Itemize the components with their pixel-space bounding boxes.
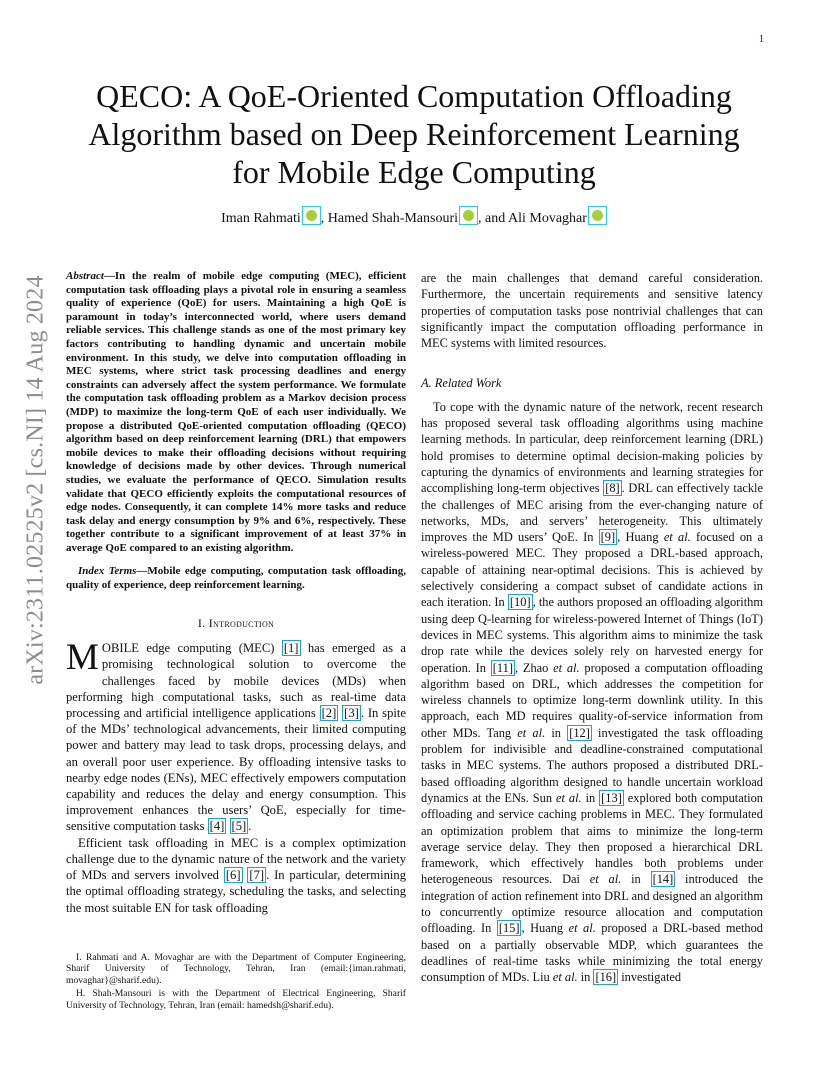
body-text: . In particular, determining the optimal offloading strategy, scheduling the tasks, and selecting the most suitable EN for task offloading — [66, 868, 406, 915]
et-al: et al. — [663, 530, 691, 545]
body-text: Efficient task offloading in MEC is a complex optimization challenge due to the dynamic nature of the network and the variety of MDs and servers involved — [66, 835, 406, 883]
footnotes — [66, 952, 406, 1013]
body-text: proposed a DRL-based method based on a partially observable MDP, which guarantees the deadlines of real-time tasks while minimizing the total energy consumption of MDs. Liu — [421, 921, 764, 985]
body-text: , Huang — [617, 530, 664, 545]
body-text: To cope with the dynamic nature of the network, recent research has proposed several task offloading algorithms using machine learning methods. In particular, deep reinforcement learning (DRL) hold promises to determine optimal decision-making policies by capturing the dynamics of environments and learning strategies for accomplishing long-term objectives — [421, 399, 763, 496]
body-text: in — [577, 970, 594, 985]
title-line-2: Algorithm based on Deep Reinforcement Learning — [88, 116, 740, 152]
body-text: investigated — [618, 970, 682, 985]
body-text: in — [621, 872, 651, 887]
citation-link[interactable]: [6] — [225, 868, 241, 883]
citation-link[interactable]: [14] — [652, 872, 674, 887]
orcid-icon[interactable] — [588, 206, 607, 225]
body-paragraph: are the main challenges that demand careful consideration. Furthermore, the uncertain requirements and sensitive latency properties of computation tasks pose nontrivial challenges that can significantly impact the computation offloading performance in MEC systems with limited resources. — [421, 271, 763, 351]
abstract — [66, 270, 406, 555]
title-line-1: QECO: A QoE-Oriented Computation Offloading — [96, 78, 732, 114]
abstract-text: —In the realm of mobile edge computing (MEC), efficient computation task offloading plays a pivotal role in ensuring a seamless quality of experience (QoE) for users. Maintaining a high QoE is paramount in today’s interconnected world, where users demand reliable services. This challenge stands as one of the most primary key factors contributing to handling dynamic and uncertain mobile environment. In this study, we delve into computation offloading in MEC systems, where strict task processing deadlines and energy constraints can adversely affect the system performance. We formulate the computation task offloading problem as a Markov decision process (MDP) to maximize the long-term QoE of each user individually. We propose a distributed QoE-oriented computation offloading (QECO) algorithm based on deep reinforcement learning (DRL) that empowers mobile devices to make their offloading decisions without requiring knowledge of decisions made by other devices. Through numerical studies, we evaluate the performance of QECO. Simulation results validate that QECO efficiently exploits the computational resources of edge nodes. Consequently, it can complete 14% more tasks and reduce task delay and energy consumption by 9% and 6%, respectively. These together contribute to a significant improvement of at least 37% in average QoE compared to an existing algorithm. — [66, 270, 406, 554]
citation-link[interactable]: [12] — [569, 725, 590, 740]
left-column — [66, 270, 406, 916]
body-text: investigated the task offloading problem for indivisible and deadline-constrained computational tasks in MEC systems. The authors proposed a distributed DRL-based offloading algorithm designed to handle uncertain workload dynamics at the ENs. Sun — [421, 725, 763, 805]
body-text: , Zhao — [514, 660, 554, 675]
intro-paragraph — [66, 637, 406, 834]
citation-link[interactable]: [16] — [595, 970, 617, 985]
body-text: introduced the integration of action refinement into DRL and designed an algorithm to concurrently optimize resource allocation and computation offloading. In — [421, 872, 763, 936]
orcid-icon[interactable] — [302, 206, 321, 225]
arxiv-identifier: arXiv:2311.02525v2 [cs.NI] 14 Aug 2024 — [22, 275, 49, 685]
related-work-paragraph — [421, 399, 763, 986]
section-heading: I. Introduction — [197, 615, 275, 630]
citation-link[interactable]: [2] — [321, 706, 337, 721]
page-number: 1 — [759, 34, 764, 45]
citation-link[interactable]: [3] — [344, 706, 359, 721]
body-text: proposed a computation offloading algorithm based on DRL, which addresses the competition for wireless channels to optimize long-term downlink utility. In this approach, each MD requires quality-of-service information from other MDs. Tang — [421, 660, 763, 740]
title-line-3: for Mobile Edge Computing — [232, 154, 596, 190]
body-text: , Huang — [521, 921, 569, 936]
author-name: Ali Movaghar — [507, 211, 587, 226]
drop-cap: M — [66, 637, 99, 679]
body-text: OBILE edge computing (MEC) — [101, 641, 282, 656]
citation-link[interactable]: [9] — [600, 530, 616, 545]
citation-link[interactable]: [11] — [492, 660, 513, 675]
citation-link[interactable]: [13] — [601, 790, 622, 805]
body-text: , the authors proposed an offloading algorithm using deep Q-learning for wireless-powered Internet of Things (IoT) devices in MEC systems. This algorithm aims to minimize the task drop rate while the devices solely rely on harvested energy for operation. In — [421, 595, 763, 675]
citation-link[interactable]: [8] — [605, 481, 620, 496]
author-separator: , and — [478, 211, 508, 226]
body-text: focused on a wireless-powered MEC. They proposed a DRL-based approach, capable of attaining near-optimal decisions. This is achieved by selectively considering a compact subset of candidate actions in each iteration. In — [421, 530, 764, 610]
body-text: in — [581, 790, 600, 805]
author-list — [0, 206, 828, 229]
index-terms-text: —Mobile edge computing, computation task offloading, quality of experience, deep reinforcement learning. — [66, 565, 406, 592]
right-column — [421, 270, 763, 985]
body-text: . In spite of the MDs’ technological advancements, their limited computing power and battery may lead to task drops, processing delays, and an overall poor user experience. By offloading intensive tasks to nearby edge nodes (ENs), MEC effectively empowers computation capability and reduces the delay and energy consumption. This improvement enhances the users’ QoE, especially for time-sensitive computation tasks — [66, 706, 406, 834]
et-al: et al. — [568, 921, 596, 936]
body-text: . DRL can effectively tackle the challenges of MEC arising from the ever-changing nature of networks, MDs, and servers’ heterogeneity. This ultimately improves the MD users’ QoE. In — [421, 481, 764, 545]
subsection-heading: A. Related Work — [421, 376, 502, 391]
et-al: et al. — [553, 660, 580, 675]
author-separator: , — [320, 211, 328, 226]
body-text: has emerged as a promising technological solution to overcome the challenges faced by mobile devices (MDs) when performing high computational tasks, such as real-time data processing and artificial intelligence applications — [66, 641, 406, 721]
citation-link[interactable]: [1] — [283, 641, 299, 656]
affiliation-footnote: H. Shah-Mansouri is with the Department of Electrical Engineering, Sharif University of Technology, Tehran, Iran (email: hamedsh@sharif.edu). — [66, 988, 406, 1011]
et-al: et al. — [589, 872, 622, 887]
et-al: et al. — [552, 970, 578, 985]
citation-link[interactable]: [10] — [509, 595, 531, 610]
author-name: Hamed Shah-Mansouri — [327, 211, 459, 226]
et-al: et al. — [556, 790, 582, 805]
paper-title — [0, 77, 828, 191]
orcid-icon[interactable] — [459, 206, 478, 225]
citation-link[interactable]: [7] — [249, 868, 265, 883]
index-terms-label: Index Terms — [78, 565, 137, 578]
index-terms — [66, 565, 406, 592]
citation-link[interactable]: [5] — [231, 819, 247, 834]
et-al: et al. — [517, 725, 546, 740]
citation-link[interactable]: [4] — [209, 819, 225, 834]
body-text: explored both computation offloading and service caching problems in MEC. They formulated an optimization problem that aims to minimize the long-term average service delay. They then proposed a hierarchical DRL framework, which effectively handles both problems under heterogeneous resources. Dai — [421, 790, 763, 887]
author-name: Iman Rahmati — [221, 211, 301, 226]
body-text: in — [545, 725, 568, 740]
affiliation-footnote: I. Rahmati and A. Movaghar are with the Department of Computer Engineering, Sharif University of Technology, Tehran, Iran (email:{iman.rahmati, movaghar}@sharif.edu). — [66, 952, 406, 986]
citation-link[interactable]: [15] — [498, 921, 520, 936]
body-text: . — [248, 819, 252, 834]
intro-paragraph — [66, 835, 406, 916]
abstract-label: Abstract — [66, 270, 104, 282]
